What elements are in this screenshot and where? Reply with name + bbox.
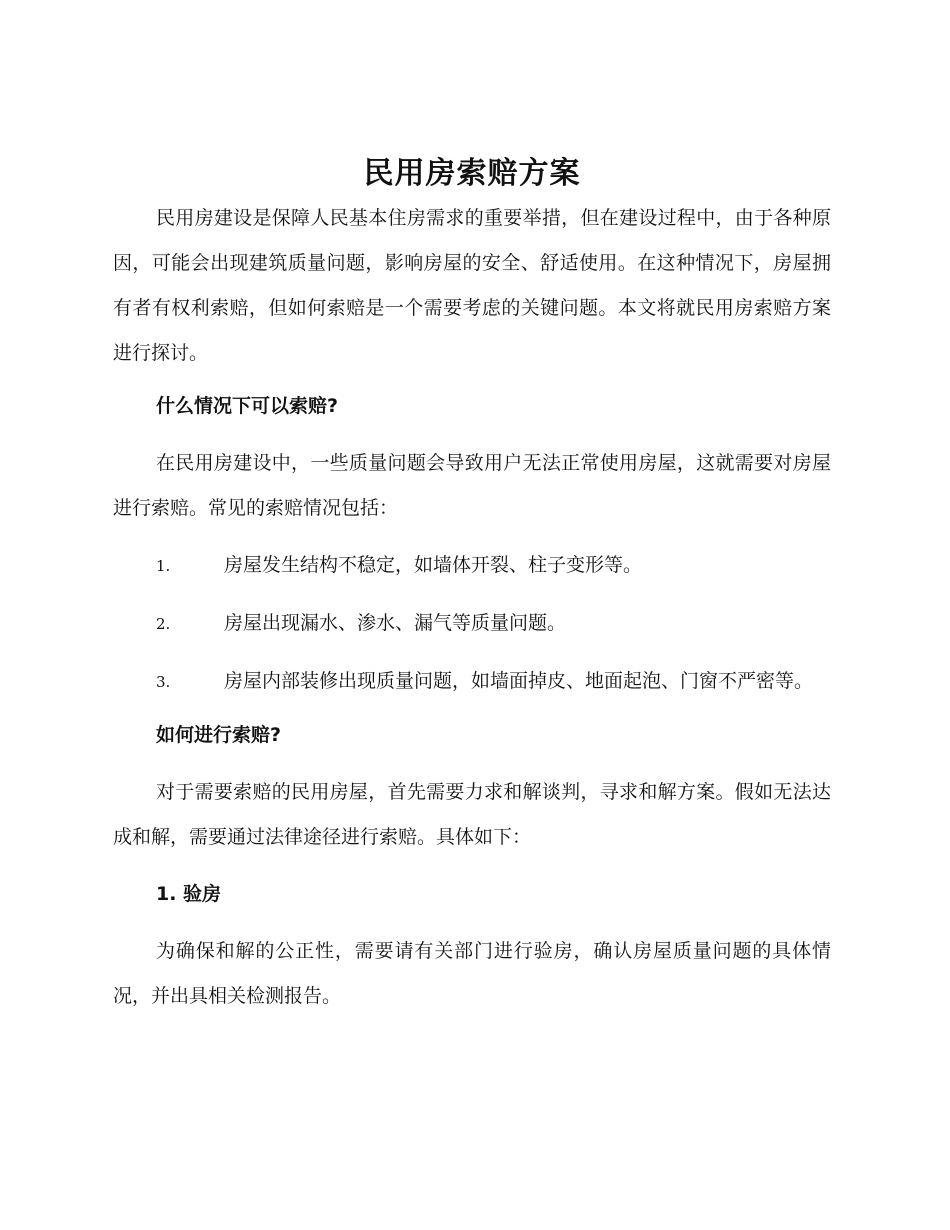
section-paragraph-claim-process: 对于需要索赔的民用房屋，首先需要力求和解谈判，寻求和解方案。假如无法达成和解，需要通过法律途径进行索赔。具体如下： <box>113 781 831 848</box>
list-item-text: 房屋内部装修出现质量问题，如墙面掉皮、地面起泡、门窗不严密等。 <box>224 670 814 692</box>
list-number: 2. <box>156 615 171 633</box>
document-title: 民用房索赔方案 <box>363 156 581 191</box>
section-paragraph-claim-cases: 在民用房建设中，一些质量问题会导致用户无法正常使用房屋，这就需要对房屋进行索赔。常见的索赔情况包括： <box>113 452 831 519</box>
list-item-text: 房屋出现漏水、渗水、漏气等质量问题。 <box>224 612 567 634</box>
list-number: 3. <box>156 673 171 691</box>
list-item <box>113 659 831 705</box>
subsection-heading-inspection: 1. 验房 <box>156 883 222 905</box>
intro-paragraph: 民用房建设是保障人民基本住房需求的重要举措，但在建设过程中，由于各种原因，可能会出现建筑质量问题，影响房屋的安全、舒适使用。在这种情况下，房屋拥有者有权利索赔，但如何索赔是一个需要考虑的关键问题。本文将就民用房索赔方案进行探讨。 <box>113 207 831 364</box>
list-item-text: 房屋发生结构不稳定，如墙体开裂、柱子变形等。 <box>224 554 643 576</box>
list-item <box>113 543 831 589</box>
document-page <box>113 152 831 1019</box>
list-item <box>113 601 831 647</box>
section-heading-when-to-claim: 什么情况下可以索赔? <box>156 395 339 417</box>
list-number: 1. <box>156 557 171 575</box>
section-heading-how-to-claim: 如何进行索赔? <box>156 724 282 746</box>
subsection-paragraph-inspection: 为确保和解的公正性，需要请有关部门进行验房，确认房屋质量问题的具体情况，并出具相关检测报告。 <box>113 940 831 1007</box>
